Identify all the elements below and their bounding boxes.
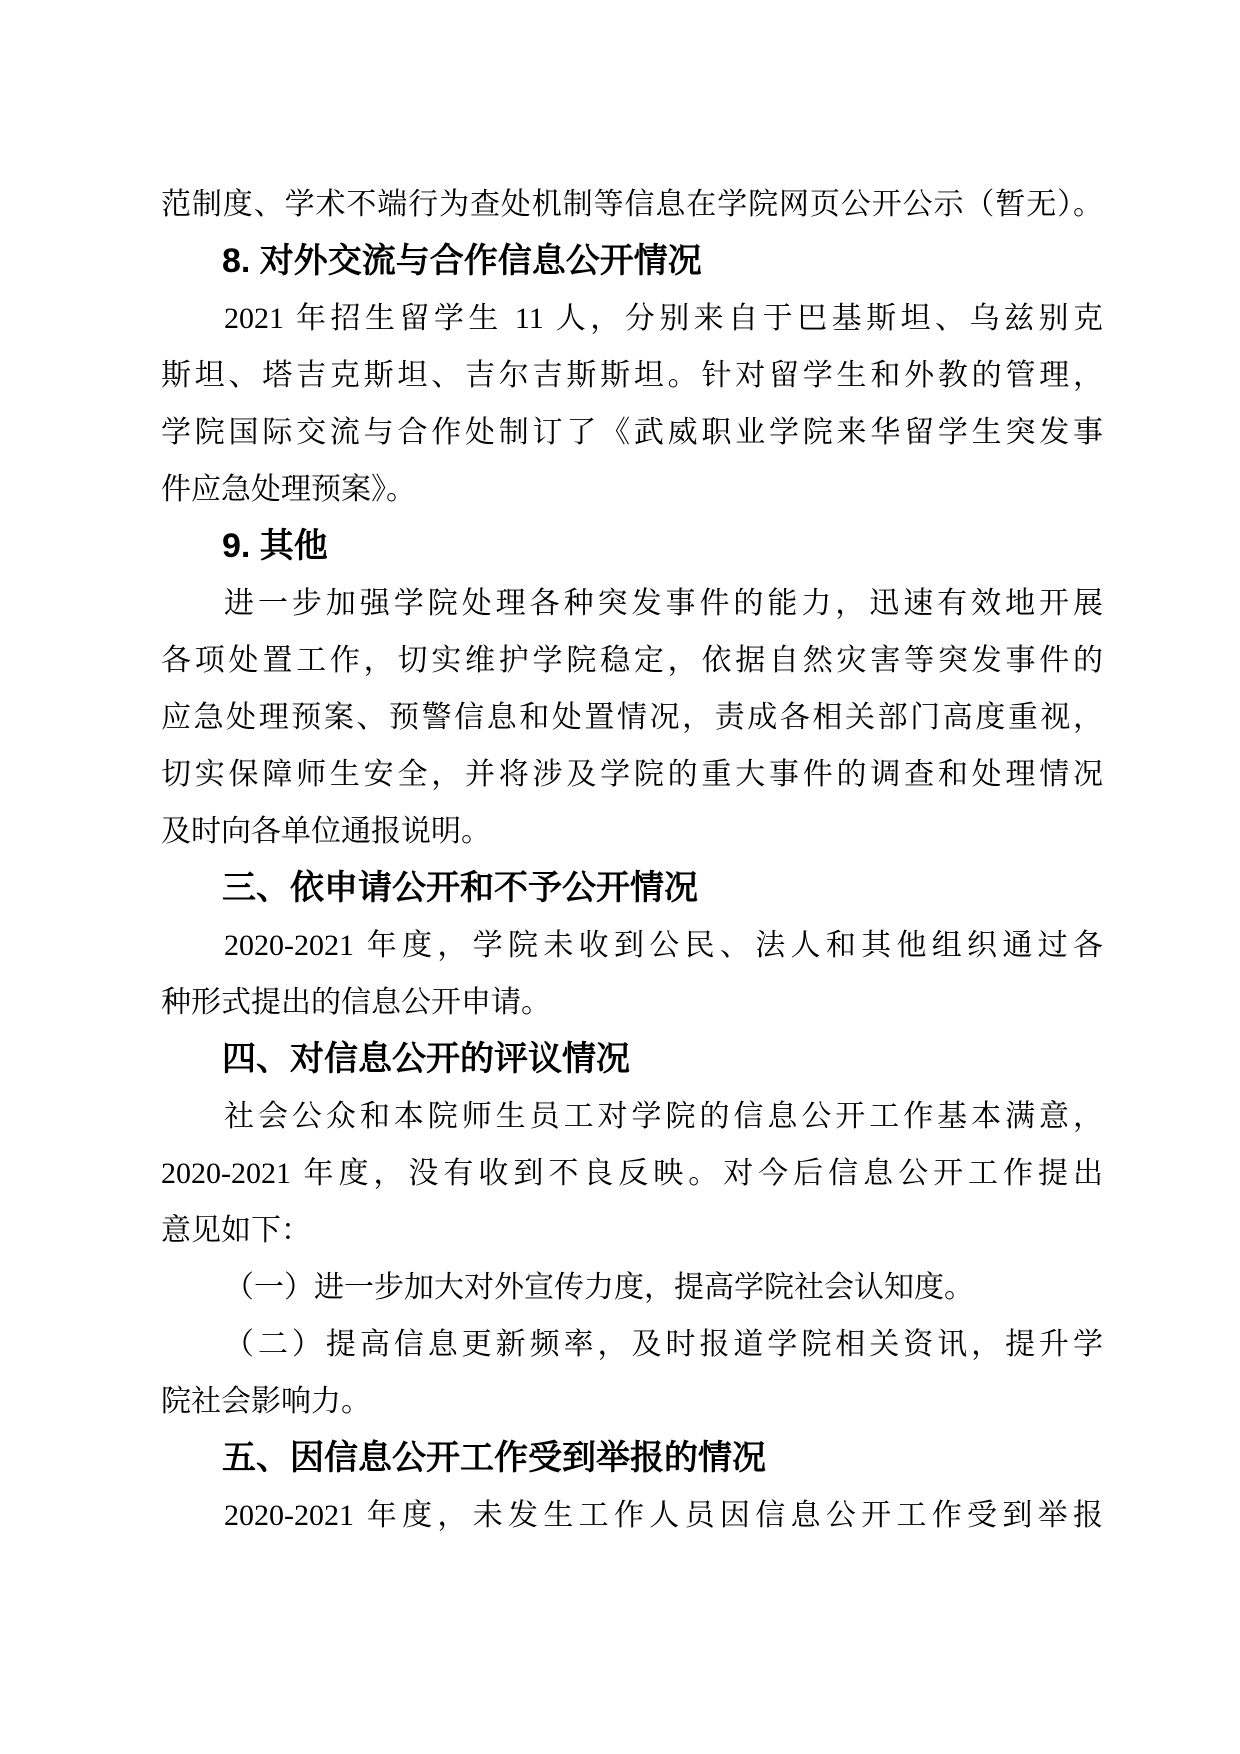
text-line: 及时向各单位通报说明。 bbox=[161, 815, 491, 848]
section-heading: 三、依申请公开和不予公开情况 bbox=[222, 869, 698, 907]
text-line: 院社会影响力。 bbox=[161, 1385, 371, 1418]
text-line: 2020-2021 年度，学院未收到公民、法人和其他组织通过各 bbox=[224, 929, 1103, 962]
text-line: 应急处理预案、预警信息和处置情况，责成各相关部门高度重视， bbox=[161, 701, 1103, 734]
text-line: 各项处置工作，切实维护学院稳定，依据自然灾害等突发事件的 bbox=[161, 644, 1103, 677]
section-heading: 8. 对外交流与合作信息公开情况 bbox=[222, 242, 702, 280]
section-heading: 四、对信息公开的评议情况 bbox=[222, 1040, 630, 1078]
text-line: 2020-2021 年度，未发生工作人员因信息公开工作受到举报 bbox=[224, 1499, 1103, 1532]
text-line: 社会公众和本院师生员工对学院的信息公开工作基本满意， bbox=[224, 1100, 1103, 1133]
section-heading: 五、因信息公开工作受到举报的情况 bbox=[222, 1439, 766, 1477]
section-heading: 9. 其他 bbox=[222, 527, 328, 565]
text-line: 范制度、学术不端行为查处机制等信息在学院网页公开公示（暂无）。 bbox=[161, 188, 1103, 221]
text-line: 学院国际交流与合作处制订了《武威职业学院来华留学生突发事 bbox=[161, 416, 1103, 449]
text-line: （一）进一步加大对外宣传力度，提高学院社会认知度。 bbox=[224, 1271, 974, 1304]
text-line: 进一步加强学院处理各种突发事件的能力，迅速有效地开展 bbox=[224, 587, 1103, 620]
text-line: （二）提高信息更新频率，及时报道学院相关资讯，提升学 bbox=[224, 1328, 1103, 1361]
text-line: 切实保障师生安全，并将涉及学院的重大事件的调查和处理情况 bbox=[161, 758, 1103, 791]
text-line: 种形式提出的信息公开申请。 bbox=[161, 986, 551, 1019]
text-line: 意见如下： bbox=[161, 1214, 311, 1247]
text-line: 斯坦、塔吉克斯坦、吉尔吉斯斯坦。针对留学生和外教的管理， bbox=[161, 359, 1103, 392]
text-line: 2020-2021 年度，没有收到不良反映。对今后信息公开工作提出 bbox=[161, 1157, 1103, 1190]
text-line: 2021 年招生留学生 11 人，分别来自于巴基斯坦、乌兹别克 bbox=[224, 302, 1103, 335]
text-line: 件应急处理预案》。 bbox=[161, 473, 416, 506]
document-text-block bbox=[161, 176, 1103, 1544]
